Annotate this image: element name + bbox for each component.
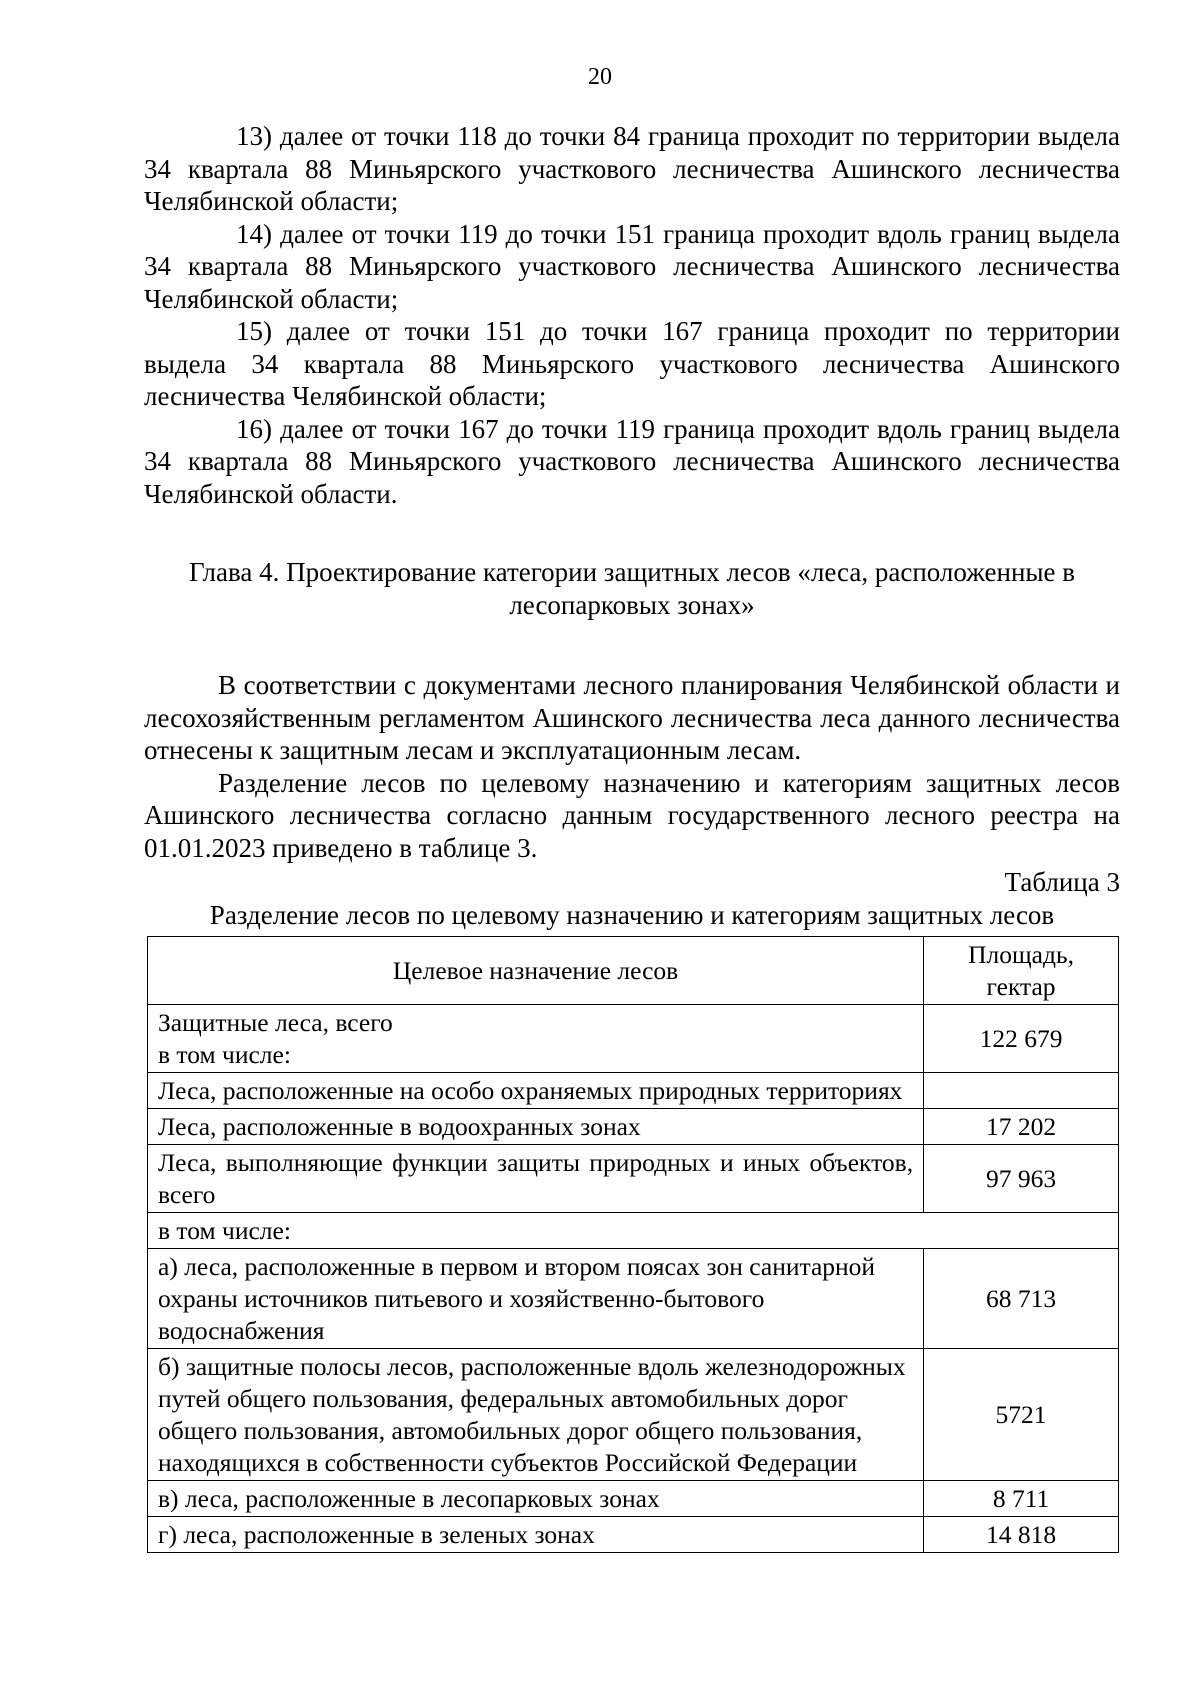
header-area: [924, 937, 1119, 1005]
body-paragraph-1: В соответствии с документами лесного планирования Челябинской области и лесохозяйственным регламентом Ашинского лесничества леса данного лесничества отнесены к защитным лесам и эксплуатационным лесам.: [144, 670, 1120, 765]
paragraph-14: 14) далее от точки 119 до точки 151 граница проходит вдоль границ выдела 34 квартала 88 Миньярского участкового лесничества Ашинского лесничества Челябинской области;: [144, 218, 1120, 314]
table-row: [148, 1481, 1119, 1517]
chapter-heading-line-2: лесопарковых зонах»: [509, 589, 755, 620]
row-area: 5721: [924, 1349, 1119, 1481]
forest-allocation-table: [147, 936, 1119, 1553]
row-name: б) защитные полосы лесов, расположенные вдоль железнодорожных путей общего пользования, федеральных автомобильных дорог общего пользования, автомобильных дорог общего пользования, находящихся в собственности субъектов Российской Федерации: [148, 1349, 924, 1481]
table-row: [148, 1109, 1119, 1145]
paragraph-16: 16) далее от точки 167 до точки 119 граница проходит вдоль границ выдела 34 квартала 88 Миньярского участкового лесничества Ашинского лесничества Челябинской области.: [144, 413, 1120, 509]
row-name: [148, 1005, 924, 1073]
row-area: 14 818: [924, 1517, 1119, 1553]
row-area: 97 963: [924, 1145, 1119, 1213]
table-header-row: [148, 937, 1119, 1005]
body-paragraph-2: Разделение лесов по целевому назначению и категориям защитных лесов Ашинского лесничества согласно данным государственного лесного реестра на 01.01.2023 приведено в таблице 3.: [144, 767, 1120, 863]
table-row: [148, 1249, 1119, 1349]
table-row: [148, 1005, 1119, 1073]
row-name: в том числе:: [148, 1213, 1119, 1249]
row-area: 122 679: [924, 1005, 1119, 1073]
table-row: [148, 1517, 1119, 1553]
table-row: [148, 1213, 1119, 1249]
row-name: Леса, расположенные на особо охраняемых природных территориях: [148, 1073, 924, 1109]
paragraph-15: 15) далее от точки 151 до точки 167 граница проходит по территории выдела 34 квартала 88 Миньярского участкового лесничества Ашинского лесничества Челябинской области;: [144, 316, 1120, 411]
chapter-heading-line-1: Глава 4. Проектирование категории защитных лесов «леса, расположенные в: [188, 557, 1076, 587]
paragraph-13: 13) далее от точки 118 до точки 84 граница проходит по территории выдела 34 квартала 88 Миньярского участкового лесничества Ашинского лесничества Челябинской области;: [144, 121, 1120, 216]
row-name: Леса, выполняющие функции защиты природных и иных объектов, всего: [148, 1145, 924, 1213]
header-purpose: Целевое назначение лесов: [148, 937, 924, 1005]
row-area: 17 202: [924, 1109, 1119, 1145]
header-area-text: Площадь, гектар: [968, 940, 1074, 1001]
row-name: а) леса, расположенные в первом и втором поясах зон санитарной охраны источников питьевого и хозяйственно-бытового водоснабжения: [148, 1249, 924, 1349]
table-reference: Таблица 3: [1004, 867, 1120, 897]
table-row: [148, 1145, 1119, 1213]
chapter-heading: [144, 556, 1120, 621]
table-caption: Разделение лесов по целевому назначению и категориям защитных лесов: [209, 899, 1055, 930]
row-area: [924, 1073, 1119, 1109]
table-row: [148, 1349, 1119, 1481]
page-number: 20: [588, 64, 612, 90]
row-name: г) леса, расположенные в зеленых зонах: [148, 1517, 924, 1553]
row-name: Леса, расположенные в водоохранных зонах: [148, 1109, 924, 1145]
table-row: [148, 1073, 1119, 1109]
row-name-text: Защитные леса, всего в том числе:: [158, 1008, 393, 1069]
row-area: 68 713: [924, 1249, 1119, 1349]
row-area: 8 711: [924, 1481, 1119, 1517]
document-body: [144, 120, 1120, 931]
row-name: в) леса, расположенные в лесопарковых зонах: [148, 1481, 924, 1517]
